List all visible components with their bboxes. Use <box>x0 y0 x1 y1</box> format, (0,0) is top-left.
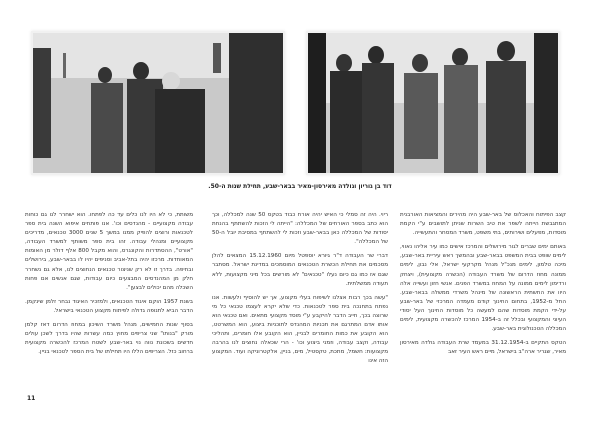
paragraph: בסוף שנות החמישים, מנהל משרד השיכון במחוז הדרום דאז קלמן מורק "בנותו" שני צריפים מחוץ כמה עשרות שהיו בדרך לשכן עולים חדשים בשכונת נווה נוי באר-שבע לשטח המרכז להכשרה מקצועית ברחוב כזל. הצריפים הללו היו תחילתו של בית הספר לטכנאי בניין. <box>25 322 193 356</box>
photo-caption: דוד בן גוריון וגולדה מאירסון-מאיר בבאר-שבע, תחילת שנות ה-50. <box>208 183 392 190</box>
paragraph: הטקס התקיים ב-31.12.1954 במעמד שרת העבודה גולדה מאירסון מאיר, שגריר ארה"ב בישראל, מיים ראש העיר זאב <box>400 340 567 356</box>
text-column-right <box>400 211 566 362</box>
paragraph: ריוי. היה זה סמלי כי האיש יהיה אורח כבוד בטקס 50 שנה למכללה, וכך הוא כתב בספר האורחים של המכללה: "הייתה לי הזכות להשתתף בהנחת יסודות של המכללה כאן בבאר-שבע וזכות לי להשתתף במסיבת יובל ה-50 של המכללה". <box>212 212 388 246</box>
paragraph: קצב הפיתוח והאכלוס של באר-שבע היה מהירים והמציאות האורבנית המתגבשת הייתה לשפר את טיב השרות שניתן לתושבים ע"י הקמת מוסדות, מפעלים ושירותים, בתי משפט, משרד המסחר והתעשייה. <box>400 212 566 237</box>
photo-right-image <box>308 33 558 173</box>
text-column-left <box>25 211 193 362</box>
paragraph: "עשה בכך רבות אצלנו לשיפוח בעלי מקצוע, אך יש להוסיף ולעשות. אנו נפתח בתחנכה בית ספר לטכנאות. כדי שלא יקרא לעצמו טכנאי כל מי שרוצה בכך, חייב הדבר להיקבע ע"י מוסד מקצועי מתאים. ואם טכנאי הוא אותו אדם המתרגם את תכניות המהנדס לתוכניות ביצוע, הוא המשרטט, הוא הקובע את כמות החומרים לבניין, הוא הקובע אלו חומרים, ותהליכי עבודה, וקצב עבודה, וזמני ביצוע וכו' - הרי שכאלה נחוצים לנו בהרבה מקצועות: חשמל, מתכת, טקסטיל, מים, בניין, אלקטרוניקה ועוד. המקצוע הזה אינו <box>212 294 388 365</box>
paragraph: באותם ימים שברים לגור מירושלים והמרכז אישים כמו עיר אליהו נאווי, לימים שופט בבית המשפט בבאר-שבע ובהמשך ראש עיריית באר-שבע, מיכה טלמון, לימים מנכ"ל מנהל מקרקעי ישראל, אלי נבון, לימים ממונה מחוז הדרום של משרד העבודה (הכשרה מקצועית), ויצחק ורדימון לימים ממונה על המחוז במשרד הפנים. אנשי חזון ועשייה אלה היוו את החשתית הראשונה של מינהל משרדי ממשלה בבאר-שבע. החל מ-1952, בתחום החינוך קודם מעמדה המרכזי של באר-שבע על-ידי הקמת מוסדות שהם למעשה כל מוסדות החינוך העל יסודי העיוני והמקצועי ובכלל זה ב-1954 המרכז להכשרה מקצועית, לימים המכללה הטכנולוגית באר-שבע. <box>400 244 566 333</box>
text-column-middle <box>212 211 388 372</box>
paragraph: דברי שר העבודה ד"ר גיורא יוספטל מיום 15.12.1960 המצאים להלן מסכמים את תחילת הכשרת הטכנאים המוסמכים במדינת ישראל. מסתבר שגם אז כמו גם כיום נעלו "טכנאים" לא מורשים בכל מיני מקצועות, ללא תעודה ממשלתית. <box>212 253 388 287</box>
photo-golda-meir-group <box>308 33 558 173</box>
paragraph: בשנת 1957 הוקם איגוד הטכנאים, ולמזכיר האיגוד נבחר זלמן שינקמן. הדבר הביא לתנופה גדולה לפיתוח מקצוע הטכנאי בישראל. <box>25 298 193 314</box>
photo-left-image <box>33 33 283 173</box>
page-number: 11 <box>27 395 36 402</box>
paragraph: משותת, כי לא היו לנו כלים עד כה לפתחו. הוא ישחרר לנו גם כוחות עבודה מקצועיים - מהנדסים וכו'. אנו פותחים איפוא השנה בית ספר לטכנאות ורוצים להפיק ממנו במשך 5 שנים 3000 טכנאים, מדריכים מקצועיים ומנהלי עבודה. זהו בית ספר משותף למשרד העבודה, "אורט", ההסתדרות והקונגרס, והוא מקבל 800 אלף דולר מן האומות המאוחדות. מרכזו יהיה בתל-אביב וסניפים יהיו לו בבאר-שבע, בירושלים ובחיפה. בדרך זו לא רק שניצור טכנאים הנחוצים לנו, אלא גם נשחרר חלק מן המהנדסים המבצעים כיום עבודות, שגם אנשים אם פחות השכלה מהם יכולים לבצען". <box>25 212 194 291</box>
photo-ben-gurion <box>33 33 283 173</box>
